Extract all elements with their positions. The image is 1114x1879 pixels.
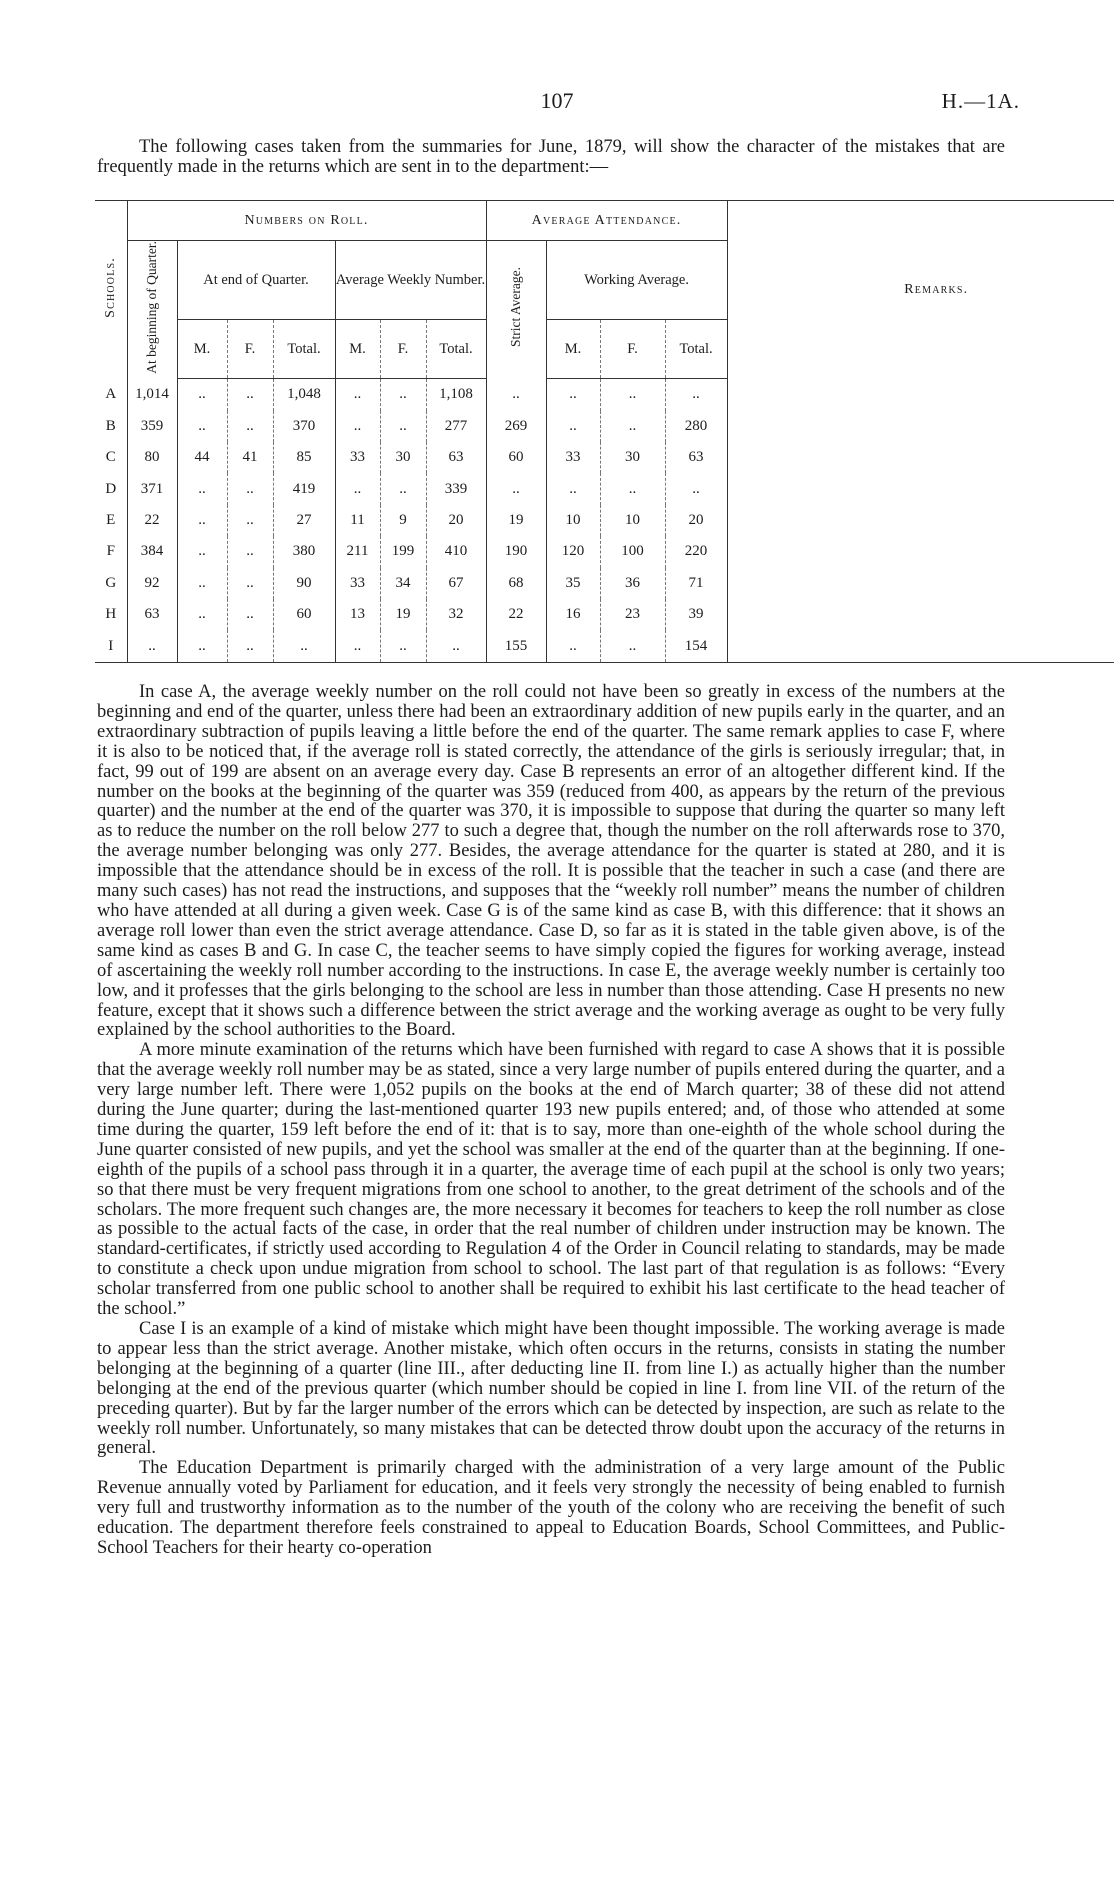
cell-wk-m: .. — [335, 473, 380, 504]
cell-end-t: 60 — [273, 599, 335, 630]
cell-wk-f: .. — [380, 473, 426, 504]
cell-strict: 60 — [486, 442, 546, 473]
cell-school: A — [105, 386, 117, 403]
cell-end-t: 85 — [273, 442, 335, 473]
document-reference: H.—1A. — [941, 89, 1020, 113]
end-m-header: M. — [177, 320, 227, 379]
cell-wk-t: .. — [426, 630, 486, 662]
table-row — [95, 536, 1114, 567]
end-of-quarter-header: At end of Quarter. — [177, 241, 335, 320]
cell-wk-f: .. — [380, 379, 426, 411]
cell-end-t: 370 — [273, 411, 335, 442]
cell-end-f: .. — [227, 599, 273, 630]
cell-work-f: 10 — [600, 505, 665, 536]
cell-wk-f: .. — [380, 630, 426, 662]
cell-school: F — [106, 543, 115, 560]
cell-wk-t: 277 — [426, 411, 486, 442]
cell-work-m: 10 — [546, 505, 600, 536]
cell-strict: .. — [486, 379, 546, 411]
cell-work-m: .. — [546, 411, 600, 442]
cell-school: I — [95, 630, 127, 662]
cell-wk-m: .. — [335, 411, 380, 442]
beginning-of-quarter-header: At beginning of Quarter. — [127, 241, 177, 379]
cell-wk-f: 19 — [380, 599, 426, 630]
table-row — [95, 473, 1114, 504]
cell-school: G — [105, 574, 117, 591]
cell-school: B — [105, 417, 116, 434]
cell-begin: 92 — [127, 568, 177, 599]
cell-end-t: 419 — [273, 473, 335, 504]
cell-begin: 384 — [127, 536, 177, 567]
cell-end-f: .. — [227, 568, 273, 599]
weekly-m-header: M. — [335, 320, 380, 379]
cell-work-m: 33 — [546, 442, 600, 473]
cell-remarks — [727, 599, 1114, 630]
cell-wk-t: 32 — [426, 599, 486, 630]
cell-end-m: .. — [177, 599, 227, 630]
returns-table — [95, 200, 1114, 663]
cell-begin: 63 — [127, 599, 177, 630]
cell-strict: 155 — [486, 630, 546, 662]
cell-work-f: 30 — [600, 442, 665, 473]
average-weekly-header: Average Weekly Number. — [335, 241, 486, 320]
cell-work-m: .. — [546, 630, 600, 662]
table-row — [95, 505, 1114, 536]
cell-school: C — [105, 449, 116, 466]
cell-remarks — [727, 630, 1114, 662]
cell-work-t: 280 — [665, 411, 727, 442]
cell-end-t: .. — [273, 630, 335, 662]
table-row — [95, 379, 1114, 411]
cell-begin: 371 — [127, 473, 177, 504]
cell-wk-t: 339 — [426, 473, 486, 504]
paragraph: A more minute examination of the returns which have been furnished with regard to case A shows that it is possible that the average weekly roll number may be as stated, since a very large number of pupils entered during the quarter, and a very large number left. There were 1,052 pupils on the books at the end of March quarter; 38 of these did not attend during the June quarter; during the last-mentioned quarter 193 new pupils entered; and, of those who attended at some time during the quarter, 159 left before the end of it: that is to say, more than one-eighth of the whole school during the June quarter consisted of new pupils, and yet the school was smaller at the end of the quarter than at the beginning. If one-eighth of the pupils of a school pass through it in a quarter, the average time of each pupil at the school is only two years; so that there must be very frequent migrations from one school to another, to the great detriment of the schools and of the scholars. The more frequent such changes are, the more necessary it becomes for teachers to keep the roll number as close as possible to the actual facts of the case, in order that the real number of children under instruction may be known. The standard-certificates, if strictly used according to Regulation 4 of the Order in Council relating to standards, may be made to constitute a check upon undue migration from school to school. The last part of that regulation is as follows: “Every scholar transferred from one public school to another shall be required to exhibit his last certificate to the head teacher of the school.” — [97, 1040, 1005, 1320]
cell-end-m: .. — [177, 536, 227, 567]
cell-begin: 359 — [127, 411, 177, 442]
cell-end-f: .. — [227, 505, 273, 536]
table-row — [95, 568, 1114, 599]
cell-work-f: 100 — [600, 536, 665, 567]
table-row — [95, 599, 1114, 630]
cell-remarks — [727, 536, 1114, 567]
cell-wk-m: .. — [335, 630, 380, 662]
cell-work-t: 20 — [665, 505, 727, 536]
cell-end-f: .. — [227, 379, 273, 411]
cell-work-f: .. — [600, 411, 665, 442]
table-row — [95, 411, 1114, 442]
cell-work-f: .. — [600, 379, 665, 411]
cell-end-m: .. — [177, 568, 227, 599]
cell-wk-f: 30 — [380, 442, 426, 473]
cell-end-m: .. — [177, 505, 227, 536]
weekly-f-header: F. — [380, 320, 426, 379]
cell-work-t: 71 — [665, 568, 727, 599]
cell-begin: 80 — [127, 442, 177, 473]
cell-strict: 22 — [486, 599, 546, 630]
cell-wk-m: 11 — [335, 505, 380, 536]
cell-strict: .. — [486, 473, 546, 504]
cell-end-m: .. — [177, 630, 227, 662]
end-total-header: Total. — [273, 320, 335, 379]
cell-end-t: 380 — [273, 536, 335, 567]
cell-wk-t: 67 — [426, 568, 486, 599]
cell-remarks — [727, 505, 1114, 536]
cell-end-f: .. — [227, 630, 273, 662]
cell-strict: 269 — [486, 411, 546, 442]
cell-work-t: 39 — [665, 599, 727, 630]
cell-work-m: 120 — [546, 536, 600, 567]
cell-remarks — [727, 379, 1114, 411]
cell-school: H — [105, 606, 117, 623]
cell-wk-f: .. — [380, 411, 426, 442]
cell-work-f: 23 — [600, 599, 665, 630]
cell-begin: .. — [127, 630, 177, 662]
body-text — [97, 683, 1005, 1559]
cell-end-f: 41 — [227, 442, 273, 473]
cell-work-t: 220 — [665, 536, 727, 567]
cell-remarks — [727, 473, 1114, 504]
cell-wk-m: 211 — [335, 536, 380, 567]
cell-remarks — [727, 442, 1114, 473]
cell-begin: 1,014 — [127, 379, 177, 411]
working-total-header: Total. — [665, 320, 727, 379]
cell-work-m: .. — [546, 473, 600, 504]
table-row — [95, 442, 1114, 473]
cell-wk-m: .. — [335, 379, 380, 411]
cell-wk-t: 20 — [426, 505, 486, 536]
average-attendance-header: Average Attendance. — [486, 201, 727, 241]
cell-wk-m: 13 — [335, 599, 380, 630]
cell-work-f: 36 — [600, 568, 665, 599]
cell-work-f: .. — [600, 630, 665, 662]
paragraph: Case I is an example of a kind of mistake which might have been thought impossible. The working average is made to appear less than the strict average. Another mistake, which often occurs in the returns, consists in stating the number belonging at the beginning of a quarter (line III., after deducting line II. from line I.) as actually higher than the number belonging at the end of the previous quarter (which number should be copied in line I. from line VII. of the return of the preceding quarter). But by far the larger number of the errors which can be detected by inspection, are such as relate to the weekly roll number. Unfortunately, so many mistakes that can be detected throw doubt upon the accuracy of the returns in general. — [97, 1319, 1005, 1459]
cell-work-m: .. — [546, 379, 600, 411]
cell-end-t: 90 — [273, 568, 335, 599]
cell-strict: 190 — [486, 536, 546, 567]
working-average-header: Working Average. — [546, 241, 727, 320]
cell-school: D — [105, 480, 117, 497]
cell-strict: 68 — [486, 568, 546, 599]
strict-average-header: Strict Average. — [486, 241, 546, 379]
cell-end-m: .. — [177, 411, 227, 442]
cell-work-t: 154 — [665, 630, 727, 662]
cell-end-m: .. — [177, 473, 227, 504]
cell-end-f: .. — [227, 536, 273, 567]
cell-wk-f: 9 — [380, 505, 426, 536]
schools-header: Schools. — [95, 201, 127, 379]
cell-wk-f: 34 — [380, 568, 426, 599]
cell-end-t: 27 — [273, 505, 335, 536]
working-f-header: F. — [600, 320, 665, 379]
weekly-total-header: Total. — [426, 320, 486, 379]
cell-work-m: 16 — [546, 599, 600, 630]
cell-end-m: 44 — [177, 442, 227, 473]
end-f-header: F. — [227, 320, 273, 379]
cell-work-f: .. — [600, 473, 665, 504]
cell-remarks — [727, 568, 1114, 599]
paragraph: In case A, the average weekly number on the roll could not have been so greatly in excess of the numbers at the beginning and end of the quarter, unless there had been an extraordinary addition of new pupils early in the quarter, and an extraordinary subtraction of pupils leaving a little before the end of the quarter. The same remark applies to case F, where it is also to be noticed that, if the average roll is stated correctly, the attendance of the girls is seriously irregular; that, in fact, 99 out of 199 are absent on an average every day. Case B represents an error of an altogether different kind. If the number on the books at the beginning of the quarter was 359 (reduced from 400, as appears by the return of the previous quarter) and the number at the end of the quarter was 370, it is impossible to suppose that during the quarter so many left as to reduce the number on the roll below 277 to such a degree that, though the number on the roll afterwards rose to 370, the average number belonging was only 277. Besides, the average attendance for the quarter is stated at 280, and it is impossible that the attendance should be in excess of the roll. It is possible that the teacher in such a case (and there are many such cases) has not read the instructions, and supposes that the “weekly roll number” means the number of children who have attended at all during a given week. Case G is of the same kind as case B, with this difference: that it shows an average roll lower than even the strict average attendance. Case D, so far as it is stated in the table given above, is of the same kind as cases B and G. In case C, the teacher seems to have simply copied the figures for working average, instead of ascertaining the weekly roll number according to the instructions. In case E, the average weekly number is certainly too low, and it professes that the girls belonging to the school are less in number than those attending. Case H presents no new feature, except that it shows such a difference between the strict average and the working average as ought to be very fully explained by the school authorities to the Board. — [97, 682, 1005, 1041]
cell-work-m: 35 — [546, 568, 600, 599]
cell-end-f: .. — [227, 473, 273, 504]
working-m-header: M. — [546, 320, 600, 379]
cell-remarks — [727, 411, 1114, 442]
cell-end-m: .. — [177, 379, 227, 411]
remarks-header: Remarks. — [727, 201, 1114, 379]
table-row — [95, 630, 1114, 662]
cell-begin: 22 — [127, 505, 177, 536]
intro-paragraph: The following cases taken from the summaries for June, 1879, will show the character of the mistakes that are frequently made in the returns which are sent in to the department:— — [97, 137, 1005, 177]
cell-wk-t: 1,108 — [426, 379, 486, 411]
cell-work-t: .. — [665, 473, 727, 504]
numbers-on-roll-header: Numbers on Roll. — [127, 201, 486, 241]
cell-wk-m: 33 — [335, 442, 380, 473]
cell-end-f: .. — [227, 411, 273, 442]
cell-strict: 19 — [486, 505, 546, 536]
cell-work-t: 63 — [665, 442, 727, 473]
cell-end-t: 1,048 — [273, 379, 335, 411]
table-body — [95, 379, 1114, 663]
cell-wk-m: 33 — [335, 568, 380, 599]
cell-school: E — [106, 511, 116, 528]
page-number: 107 — [540, 88, 574, 113]
cell-wk-t: 63 — [426, 442, 486, 473]
paragraph: The Education Department is primarily charged with the administration of a very large amount of the Public Revenue annually voted by Parliament for education, and it feels very strongly the necessity of being enabled to furnish very full and trustworthy information as to the number of the youth of the colony who are receiving the benefit of such education. The department therefore feels constrained to appeal to Education Boards, School Committees, and Public-School Teachers for their hearty co-operation — [97, 1458, 1005, 1558]
cell-wk-f: 199 — [380, 536, 426, 567]
cell-wk-t: 410 — [426, 536, 486, 567]
cell-work-t: .. — [665, 379, 727, 411]
